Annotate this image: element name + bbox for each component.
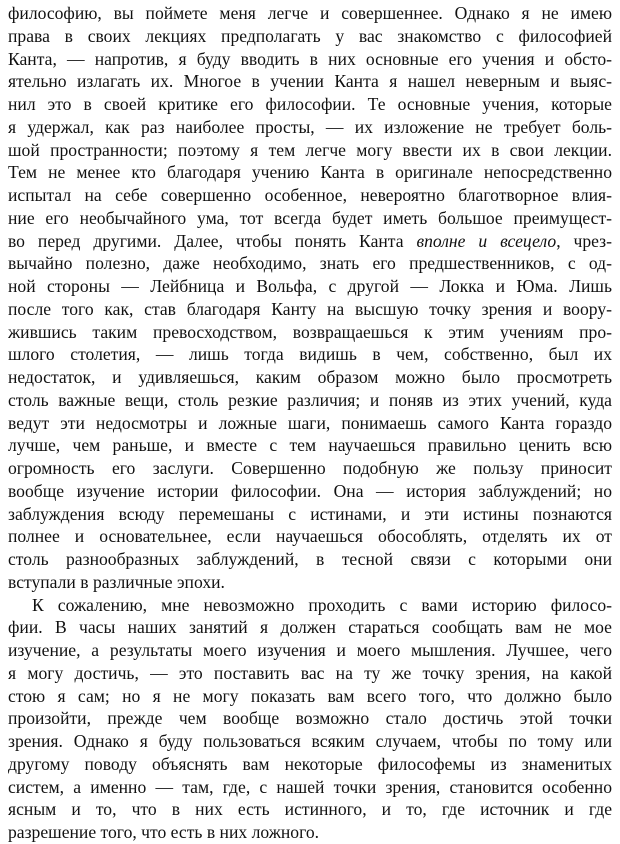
text-segment: , чрез- — [556, 230, 612, 251]
text-line: ясным и то, что в них есть истинного, и то, где источник и где — [8, 799, 612, 820]
text-line: К сожалению, мне невозможно проходить с вами историю филосо- — [32, 594, 612, 615]
text-line: жившись таким превосходством, возвращаешься к этим учениям про- — [8, 321, 612, 342]
text-line: лучше, чем раньше, и вместе с тем научаешься правильно ценить всю — [8, 435, 612, 456]
text-line: полнее и основательнее, если научаешься обособлять, отделять их от — [8, 526, 612, 547]
text-line: шлого столетия, — лишь тогда видишь в чем, собственно, был их — [8, 344, 612, 365]
text-line: нил это в своей критике его философии. Те основные учения, которые — [8, 94, 612, 114]
text-line: разрешение того, что есть в них ложного. — [8, 822, 320, 842]
text-line: изучение, а результаты моего изучения и моего мышления. Лучшее, чего — [8, 640, 612, 660]
text-line: Тем не менее кто благодаря учению Канта в оригинале непосредственно — [8, 162, 612, 183]
text-line: стою я сам; но я не могу показать вам всего того, что должно было — [8, 685, 612, 706]
text-line: другому поводу объяснять вам некоторые философемы из знаменитых — [8, 753, 612, 774]
text-line: ной стороны — Лейбница и Вольфа, с другой — Локка и Юма. Лишь — [8, 276, 612, 296]
text-line: произойти, прежде чем вообще возможно стало достичь этой точки — [8, 708, 612, 729]
text-line: шой пространности; поэтому я тем легче могу ввести их в свои лекции. — [8, 139, 612, 160]
text-line: вступали в различные эпохи. — [8, 571, 225, 592]
text-line: после того как, став благодаря Канту на высшую точку зрения и воору- — [8, 298, 612, 319]
emphasized-phrase: вполне и всецело — [416, 230, 557, 251]
text-line: ведут эти недосмотры и ложные шаги, понимаешь самого Канта гораздо — [8, 412, 612, 433]
text-line: зрения. Однако я буду пользоваться всяким случаем, чтобы по тому или — [8, 731, 612, 751]
text-line-with-emphasis — [8, 230, 612, 253]
text-line: столь разнообразных заблуждений, в тесной связи с которыми они — [8, 549, 612, 569]
text-line: испытал на себе совершенно особенное, невероятно благотворное влия- — [8, 185, 612, 205]
text-line: Канта, — напротив, я буду вводить в них основные его учения и обсто- — [8, 48, 612, 69]
paragraph-2 — [8, 594, 612, 844]
paragraph-1 — [8, 2, 612, 594]
text-line: права в своих лекциях предполагать у вас знакомство с философией — [8, 25, 612, 46]
text-line: философию, вы поймете меня легче и совершеннее. Однако я не имею — [8, 3, 612, 23]
text-line: ятельно излагать их. Многое в учении Канта я нашел неверным и выяс- — [8, 71, 612, 92]
text-line: недостаток, и удивляешься, каким образом можно было просмотреть — [8, 367, 612, 387]
text-line: я удержал, как раз наиболее просты, — их изложение не требует боль- — [8, 116, 612, 137]
text-line: ние его необычайного ума, тот всегда будет иметь большое преимущест- — [8, 207, 612, 228]
text-line: фии. В часы наших занятий я должен стараться сообщать вам не мое — [8, 617, 612, 638]
text-line: я могу достичь, — это поставить вас на ту же точку зрения, на какой — [8, 662, 612, 683]
text-line: столь важные вещи, столь резкие различия; и поняв из этих учений, куда — [8, 389, 612, 410]
text-line: заблуждения всюду перемешаны с истинами, и эти истины познаются — [8, 503, 612, 524]
text-line: вычайно полезно, даже необходимо, знать его предшественников, с од- — [8, 253, 612, 274]
text-line: вообще изучение истории философии. Она — история заблуждений; но — [8, 480, 612, 501]
text-line: систем, а именно — там, где, с нашей точки зрения, становится особенно — [8, 776, 612, 797]
text-segment: во перед другими. Далее, чтобы понять Канта — [8, 230, 404, 251]
text-line: огромность его заслуги. Совершенно подобную же пользу приносит — [8, 458, 612, 478]
